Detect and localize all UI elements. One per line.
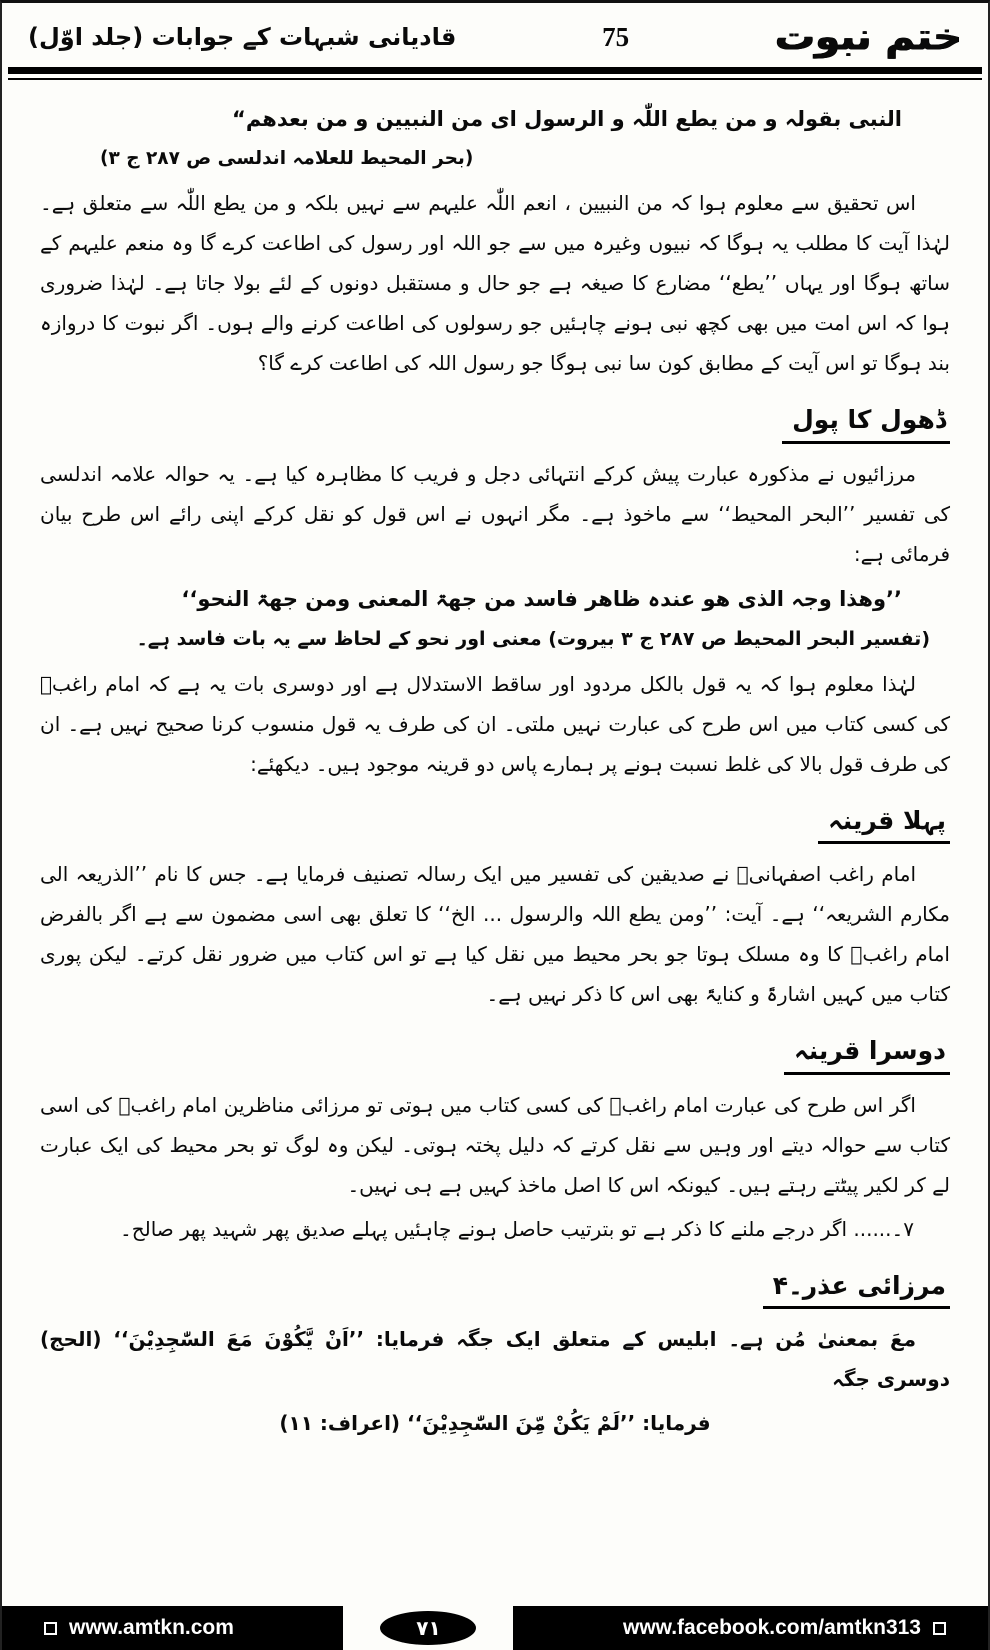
footer-center-gap xyxy=(343,1606,513,1650)
page-number-top: 75 xyxy=(602,21,630,52)
paragraph-tahqeeq: اس تحقیق سے معلوم ہوا کہ من النبیین ، انعم اللّٰہ علیہم سے نہیں بلکہ و من یطع اللّٰہ سے متعلق ہے۔ لہٰذا آیت کا مطلب یہ ہوگا کہ نبیوں وغیرہ میں سے جو اللہ اور رسول کی اطاعت کرے گا وہ منعم علیہم کے ساتھ ہوگا اور یہاں ’’یطع‘‘ مضارع کا صیغہ ہے جو حال و مستقبل دونوں کے لئے بولا جاتا ہے۔ لہٰذا ضروری ہوا کہ اس امت میں بھی کچھ نبی ہونے چاہئیں جو رسولوں کی اطاعت کرنے والے ہوں۔ اگر نبوت کا دروازہ بند ہوگا تو اس آیت کے مطابق کون سا نبی ہوگا جو رسول اللہ کی اطاعت کرے گا؟ xyxy=(40,191,950,375)
volume-title: قادیانی شبہات کے جوابات (جلد اوّل) xyxy=(28,23,457,51)
facebook-url: www.facebook.com/amtkn313 xyxy=(623,1616,921,1639)
section-heading-doosra-qareena: دوسرا قرینہ xyxy=(784,1032,950,1075)
arabic-quote-1: النبی بقولہ و من یطع اللّٰہ و الرسول ای من النبیین و من بعدھم“ xyxy=(232,107,902,131)
section-heading-mirzai-uzr-4: مرزائی عذر۔۴ xyxy=(763,1267,950,1310)
section-heading-dhol-ka-pol: ڈھول کا پول xyxy=(782,401,950,444)
paragraph-mirzaiyon: مرزائیوں نے مذکورہ عبارت پیش کرکے انتہائی دجل و فریب کا مظاہرہ کیا ہے۔ یہ حوالہ علامہ اندلسی کی تفسیر ’’البحر المحیط‘‘ سے ماخوذ ہے۔ مگر انہوں نے اس قول کو نقل کرکے اپنی رائے اس طرح بیان فرمائی ہے: xyxy=(40,461,950,566)
footer-right-square-icon xyxy=(933,1622,946,1635)
header-rule-thick xyxy=(8,67,982,74)
arabic-quote-2: ’’وھذا وجہ الذی ھو عندہ ظاھر فاسد من جھۃ المعنی ومن جھۃ النحو‘‘ xyxy=(181,586,902,611)
numbered-point-line: ۷۔...... اگر درجے ملنے کا ذکر ہے تو بترتیب حاصل ہونے چاہئیں پہلے صدیق پھر شہید پھر صالح۔ xyxy=(119,1216,914,1241)
page-body-text xyxy=(2,80,988,1568)
book-title: ختم نبوت xyxy=(774,15,962,59)
paragraph-mardood: لہٰذا معلوم ہوا کہ یہ قول بالکل مردود اور ساقط الاستدلال ہے اور دوسری بات یہ ہے کہ امام راغبؒ کی کسی کتاب میں اس طرح کی عبارت نہیں ملتی۔ ان کی طرف یہ قول منسوب کرنا صحیح نہیں ہے۔ ان کی طرف قول بالا کی غلط نسبت ہونے پر ہمارے پاس دو قرینہ موجود ہیں۔ دیکھئے: xyxy=(40,671,950,776)
paragraph-mirzai-uzr: معَ بمعنیٰ مُن ہے۔ ابلیس کے متعلق ایک جگہ فرمایا: ’’اَنْ یَّکُوْنَ مَعَ السّٰجِدِیْنَ‘‘ (الحج) دوسری جگہ xyxy=(40,1327,950,1391)
page-header xyxy=(2,3,988,67)
arabic-quote-1-reference: (بحر المحیط للعلامہ اندلسی ص ۲۸۷ ج ۳) xyxy=(100,148,474,169)
section-heading-pehla-qareena: پہلا قرینہ xyxy=(818,802,950,845)
page-footer xyxy=(2,1606,988,1650)
paragraph-pehla-qareena: امام راغب اصفہانیؒ نے صدیقین کی تفسیر میں ایک رسالہ تصنیف فرمایا ہے۔ جس کا نام ’’الذریعہ الی مکارم الشریعہ‘‘ ہے۔ آیت: ’’ومن یطع اللہ والرسول ... الخ‘‘ کا تعلق بھی اسی مضمون سے ہے اگر بالفرض امام راغبؒ کا وہ مسلک ہوتا جو بحر محیط میں نقل کیا ہے تو اس کتاب میں ضرور نقل کرتے۔ لیکن پوری کتاب میں کہیں اشارۃً و کنایۃً بھی اس کا ذکر نہیں ہے۔ xyxy=(40,862,950,1006)
website-url: www.amtkn.com xyxy=(69,1616,234,1639)
arabic-quote-2-reference: (تفسیر البحر المحیط ص ۲۸۷ ج ۳ بیروت) معنی اور نحو کے لحاظ سے یہ بات فاسد ہے۔ xyxy=(136,627,930,650)
footer-page-number-oval: ۷۱ xyxy=(380,1611,476,1645)
footer-left-square-icon xyxy=(44,1622,57,1635)
footer-left-bar xyxy=(2,1606,343,1650)
paragraph-doosra-qareena: اگر اس طرح کی عبارت امام راغبؒ کی کسی کتاب میں ہوتی تو مرزائی مناظرین امام راغبؒ کی اسی کتاب سے حوالہ دیتے اور وہیں سے نقل کرتے کہ دلیل پختہ ہوتی۔ لیکن وہ لوگ تو بحر محیط کی ایک عبارت لے کر لکیر پیٹتے رہتے ہیں۔ کیونکہ اس کا اصل ماخذ کہیں ہے ہی نہیں۔ xyxy=(40,1092,950,1197)
footer-right-bar xyxy=(513,1606,988,1650)
paragraph-mirzai-uzr-line2: فرمایا: ’’لَمْ یَکُنْ مِّنَ السّٰجِدِیْنَ‘‘ (اعراف: ۱۱) xyxy=(279,1411,711,1435)
